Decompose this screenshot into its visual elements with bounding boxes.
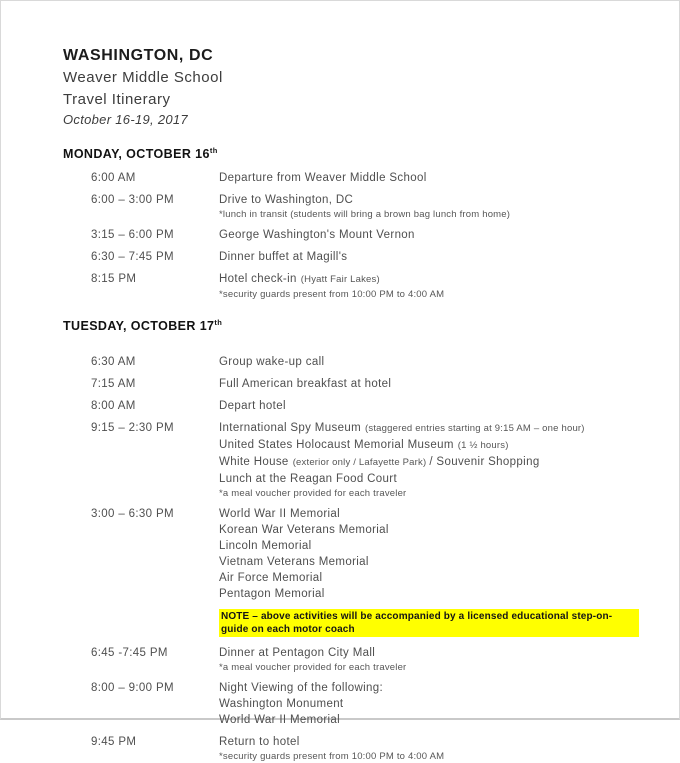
activity-cell — [219, 227, 639, 243]
activity-cell — [219, 420, 639, 500]
time-cell: 8:00 AM — [91, 400, 136, 413]
activity-cell — [219, 609, 639, 637]
activity-text: / Souvenir Shopping — [429, 456, 540, 469]
activity-text: International Spy Museum — [219, 422, 361, 435]
day-heading-ordinal: th — [209, 146, 218, 155]
activity-subnote: *a meal voucher provided for each traveler — [219, 488, 407, 500]
time-cell: 6:30 – 7:45 PM — [91, 251, 174, 264]
day-heading-tuesday — [63, 316, 639, 333]
activity-text: United States Holocaust Memorial Museum — [219, 439, 454, 452]
activity-line — [219, 538, 639, 554]
itinerary-row — [63, 170, 639, 186]
activity-text: Air Force Memorial — [219, 572, 323, 585]
activity-detail-small: (Hyatt Fair Lakes) — [300, 274, 380, 286]
activity-text: Washington Monument — [219, 698, 344, 711]
time-cell: 6:30 AM — [91, 356, 136, 369]
activity-line — [219, 645, 639, 661]
itinerary-row — [63, 645, 639, 674]
activity-line — [219, 454, 639, 471]
activity-text: Full American breakfast at hotel — [219, 378, 392, 391]
activity-cell — [219, 354, 639, 370]
activity-line — [219, 506, 639, 522]
day-heading-ordinal: th — [214, 318, 223, 328]
activity-text: George Washington's Mount Vernon — [219, 229, 415, 242]
activity-text: Lincoln Memorial — [219, 540, 312, 553]
tuesday-rows — [63, 354, 639, 763]
activity-text: Pentagon Memorial — [219, 588, 325, 601]
trip-date-range: October 16-19, 2017 — [63, 112, 188, 127]
activity-line — [219, 376, 639, 392]
activity-cell — [219, 645, 639, 674]
activity-line — [219, 680, 639, 696]
itinerary-row — [63, 271, 639, 301]
itinerary-row — [63, 227, 639, 243]
activity-line — [219, 586, 639, 602]
activity-cell — [219, 398, 639, 414]
document-type: Travel Itinerary — [63, 91, 171, 108]
activity-text: Hotel check-in — [219, 273, 297, 286]
activity-line — [219, 398, 639, 414]
monday-rows — [63, 170, 639, 301]
itinerary-row — [63, 398, 639, 414]
time-cell: 6:00 AM — [91, 172, 136, 185]
time-cell: 3:15 – 6:00 PM — [91, 229, 174, 242]
activity-cell — [219, 734, 639, 763]
itinerary-row — [63, 420, 639, 500]
itinerary-row — [63, 354, 639, 370]
day-heading-text: MONDAY, OCTOBER 16 — [63, 147, 210, 162]
activity-line — [219, 192, 639, 208]
activity-line — [219, 249, 639, 265]
day-heading-monday — [63, 144, 639, 161]
time-cell: 8:15 PM — [91, 273, 137, 286]
activity-line — [219, 696, 639, 712]
activity-subnote: *a meal voucher provided for each traveler — [219, 662, 407, 674]
activity-text: Dinner buffet at Magill's — [219, 251, 348, 264]
activity-text: Lunch at the Reagan Food Court — [219, 473, 398, 486]
time-cell: 6:00 – 3:00 PM — [91, 194, 174, 207]
activity-detail-small: (1 ½ hours) — [457, 440, 509, 452]
activity-cell — [219, 249, 639, 265]
activity-line — [219, 170, 639, 186]
itinerary-row — [63, 506, 639, 602]
activity-text: Korean War Veterans Memorial — [219, 524, 389, 537]
school-name: Weaver Middle School — [63, 69, 223, 86]
document-title: WASHINGTON, DC — [63, 47, 214, 64]
itinerary-row — [63, 680, 639, 728]
activity-line — [219, 554, 639, 570]
itinerary-row — [63, 376, 639, 392]
activity-line — [219, 471, 639, 487]
activity-text: Night Viewing of the following: — [219, 682, 384, 695]
activity-text: White House — [219, 456, 289, 469]
document-content — [1, 1, 679, 763]
activity-text: Drive to Washington, DC — [219, 194, 354, 207]
activity-text: Departure from Weaver Middle School — [219, 172, 427, 185]
activity-line — [219, 712, 639, 728]
activity-cell — [219, 170, 639, 186]
activity-cell — [219, 192, 639, 221]
time-cell: 6:45 -7:45 PM — [91, 647, 168, 660]
activity-line — [219, 227, 639, 243]
activity-text: Group wake-up call — [219, 356, 325, 369]
activity-cell — [219, 506, 639, 602]
activity-subnote: *security guards present from 10:00 PM to 4:00 AM — [219, 751, 445, 763]
activity-detail-small: (staggered entries starting at 9:15 AM – one hour) — [365, 423, 585, 435]
activity-line — [219, 570, 639, 586]
activity-text: Return to hotel — [219, 736, 300, 749]
activity-subnote: *lunch in transit (students will bring a brown bag lunch from home) — [219, 209, 511, 221]
itinerary-row — [63, 249, 639, 265]
day-heading-text: TUESDAY, OCTOBER 17 — [63, 319, 215, 334]
activity-line — [219, 522, 639, 538]
activity-text: Depart hotel — [219, 400, 286, 413]
activity-line — [219, 420, 639, 437]
activity-text: World War II Memorial — [219, 508, 341, 521]
time-cell: 7:15 AM — [91, 378, 136, 391]
activity-cell — [219, 376, 639, 392]
time-cell: 9:15 – 2:30 PM — [91, 422, 174, 435]
activity-text: Dinner at Pentagon City Mall — [219, 647, 376, 660]
activity-detail-small: (exterior only / Lafayette Park) — [292, 457, 427, 469]
itinerary-row — [63, 192, 639, 221]
activity-subnote: *security guards present from 10:00 PM to 4:00 AM — [219, 289, 445, 301]
itinerary-row — [63, 734, 639, 763]
highlighted-note: NOTE – above activities will be accompanied by a licensed educational step-on-guide on each motor coach — [219, 609, 639, 637]
activity-cell — [219, 271, 639, 301]
time-cell-empty — [91, 609, 219, 637]
note-banner-row — [63, 609, 639, 637]
activity-text: Vietnam Veterans Memorial — [219, 556, 369, 569]
time-cell: 9:45 PM — [91, 736, 137, 749]
activity-text: World War II Memorial — [219, 714, 341, 727]
activity-line — [219, 271, 639, 288]
time-cell: 3:00 – 6:30 PM — [91, 508, 174, 521]
activity-line — [219, 354, 639, 370]
activity-line — [219, 437, 639, 454]
activity-line — [219, 734, 639, 750]
activity-cell — [219, 680, 639, 728]
time-cell: 8:00 – 9:00 PM — [91, 682, 174, 695]
